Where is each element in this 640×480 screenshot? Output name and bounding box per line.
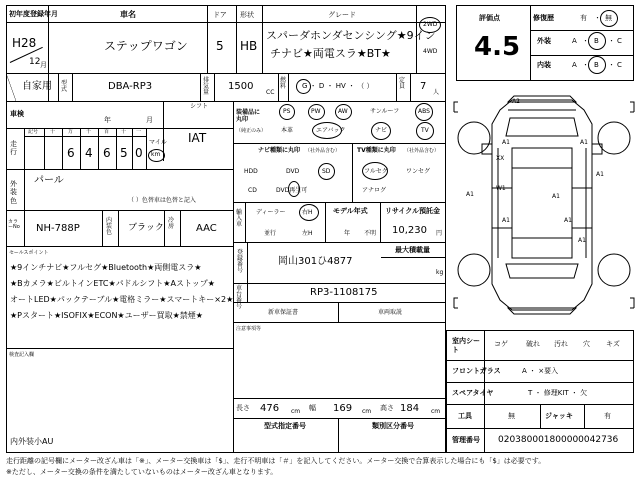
damage-mark-8: A1 [596,171,604,178]
digit-header-2: 万 [68,129,74,135]
footer-line-1: 走行距離の記号欄にメーター改ざん車は「※」、メーター交換車は「$」、走行不明車は「＃」を記入してください。メーター交換で合算表示した場合にも「$」は必要です。 [6,457,546,465]
tools-value: 無 [508,412,515,420]
equip-airbag: エアバック [316,127,346,134]
capacity-label: 定員 [399,77,406,90]
month-unit: 月 [40,61,47,69]
capacity: 7 [420,81,427,92]
glass-value: A ・ ×要入 [522,367,559,375]
doors: 5 [216,39,224,53]
navi-cd: CD [248,187,257,194]
reg-month: 12 [29,57,41,67]
damage-mark-9: A1 [502,217,510,224]
navi-sd: SD [322,168,331,175]
int-a: A [572,61,577,69]
sales-point-label: セールスポイント [9,250,49,256]
digit-2: 6 [103,146,111,160]
recycle-label: リサイクル預託金 [385,207,441,215]
tools-label: 工具 [458,412,472,420]
max-load-unit: kg [436,269,444,276]
sales-line-3: オートLED★パックテーブル★電格ミラー★スマートキー×2★ [10,295,234,304]
import-right-h: 右H [302,209,313,216]
import-dealer: ディーラー [256,209,286,216]
int-label: 内装 [537,61,551,69]
exterior-note: （ ）色替車は色替と記入 [128,197,196,204]
color-no-label: カラーNo [8,219,20,230]
tv-sub: （社外品含む） [404,148,440,154]
registration-number: 岡山301ひ4877 [278,256,353,267]
ext-c: C [617,37,622,45]
use-label: 自家用 [22,81,52,92]
model-year-label: モデル年式 [333,207,368,215]
equip-aw: AW [338,108,348,115]
damage-mark-10: A1 [564,217,572,224]
ac-label: 冷房 [168,217,175,230]
seat-hole: 穴 [583,340,590,348]
inspector-note-label: 検査記入欄 [9,352,35,358]
color-code: NH-788P [36,223,80,234]
sales-line-2: ★Bカメラ★ビルトインETC★パドルシフト★Aストップ★ [10,279,215,288]
navi-dvd-play: DVD再生可 [276,187,308,194]
equip-pw: PW [311,108,321,115]
chassis-label: 車台番号 [236,285,243,310]
repair-sep: ・ [594,14,601,22]
mile-unit: マイル [149,139,167,146]
recycle-unit: 円 [436,230,443,237]
equipment-label: 装備品に丸印 [236,109,261,124]
doors-label: ドア [213,11,227,19]
max-load-label: 最大積載量 [395,246,430,254]
damage-mark-1: A2 [512,98,520,105]
cc-unit: CC [266,89,275,96]
digit-header-5: 十 [121,129,127,135]
warranty-new: 新車保証書 [268,309,299,316]
sales-line-1: ★9インチナビ★フルセグ★Bluetooth★両側電スラ★ [10,263,202,272]
shift: IAT [188,131,207,145]
model-year-unit: 年 [344,230,351,237]
digit-1: 4 [85,146,93,160]
repair-no: 無 [605,14,612,22]
jack-value: 有 [604,412,611,420]
recycle-amount: 10,230 [392,225,427,236]
height-unit: cm [431,408,441,415]
navi-dvd: DVD [286,168,300,175]
exterior-label: 外装色 [10,180,17,205]
inspection-label: 車検 [10,110,24,118]
fuel-label: 燃料 [280,77,287,90]
damage-mark-3: A1 [580,139,588,146]
ext-label: 外装 [537,37,551,45]
digit-header-4: 百 [104,129,110,135]
registration-label: 登録番号 [237,249,244,274]
warranty-manual: 車両取説 [378,309,403,316]
spare-value: T ・ 修理KIT ・ 欠 [528,389,588,397]
ext-a: A [572,37,577,45]
interior-label: 内装色 [106,217,113,236]
height-label: 高さ [380,404,394,412]
shift-label: シフト [190,103,209,110]
type-label: 型式 [61,80,68,93]
height-value: 184 [400,403,420,414]
shape-label: 形状 [240,11,254,19]
seat-label: 室内シート [452,337,480,355]
length-label: 長さ [236,404,250,412]
digit-header-0: 記号 [28,129,39,135]
damage-mark-11: A1 [578,237,586,244]
inspection-month: 月 [146,116,153,124]
grade-label: グレード [328,11,356,19]
navi-hdd: HDD [244,168,258,175]
equip-sunroof: サンルーフ [370,108,400,115]
int-sep2: ・ [608,61,615,69]
import-left-h: 左H [302,230,313,237]
equip-ps: PS [283,108,291,115]
tv-fullseg: フルセグ [364,168,388,175]
digit-3: 5 [120,146,128,160]
int-c: C [617,61,622,69]
import-label: 輸入車 [236,209,243,228]
seat-scratch: キズ [606,340,620,348]
car-diagram [452,88,636,320]
seat-stain: 汚れ [554,340,568,348]
equip-abs: ABS [418,108,430,115]
seat-burn: コゲ [494,340,508,348]
length-unit: cm [291,408,301,415]
grade-line2: チナビ★両電スラ★BT★ [270,47,391,60]
shape: HB [240,39,258,53]
width-label: 幅 [309,404,316,412]
damage-mark-7: W1 [496,185,506,192]
equip-leather: 本革 [281,127,294,134]
digit-header-3: 千 [86,129,92,135]
ext-sep1: ・ [582,37,589,45]
equip-tv: TV [421,127,429,134]
name-label: 車名 [120,10,136,19]
navi-sub: （社外品含む） [305,148,341,154]
tv-oneseg: ワンセグ [406,168,431,175]
displacement: 1500 [228,81,254,92]
width-value: 169 [333,403,353,414]
fuel-options: G ・ D ・ HV ・ （ ） [302,82,374,90]
management-number: 020380001800000042736 [498,435,619,445]
int-b: B [594,61,599,69]
grade-line1: スパーダホンダセンシング★9イン [266,29,436,42]
class-number-label: 類別区分番号 [372,422,414,430]
damage-mark-4: A1 [466,191,474,198]
mileage-label: 走行 [10,140,17,157]
tv-label: TV種類に丸印 [357,147,396,154]
repair-label: 修復歴 [533,14,554,22]
damage-mark-5: A1 [552,193,560,200]
inspector-note-bottom: 内外装小AU [10,437,54,446]
notes-label: 注意事項等 [236,326,262,332]
digit-0: 6 [67,146,75,160]
footer-line-2: ※ただし、メーター交換の条件を満たしていないものはメーター改ざん車となります。 [6,468,278,476]
damage-mark-2: A1 [502,139,510,146]
length-value: 476 [260,403,280,414]
ext-b: B [594,37,599,45]
damage-mark-6: XX [496,155,505,162]
rating-score: 4.5 [474,32,521,62]
chassis-number: RP3-1108175 [310,287,378,298]
width-unit: cm [362,408,372,415]
drive-2wd: 2WD [423,21,438,28]
digit-4: 0 [135,146,143,160]
import-parallel: 並行 [264,230,277,237]
ac-type: AAC [196,223,217,234]
inspection-year: 年 [104,116,111,124]
equipment-sub: （純正のみ） [236,128,267,134]
jack-label: ジャッキ [545,412,573,420]
displacement-label: 排気量 [203,77,210,96]
km-unit: km [151,151,161,158]
ext-sep2: ・ [608,37,615,45]
car-name: ステップワゴン [104,39,188,53]
reg-year-label: 初年度登録年月 [9,10,58,18]
repair-yes: 有 [580,14,587,22]
digit-header-1: 十 [50,129,56,135]
tv-analog: アナログ [362,187,387,194]
interior-color: ブラック [128,223,164,233]
sales-line-4: ★Pスタート★ISOFIX★ECON★ユーザー買取★禁煙★ [10,311,203,320]
spare-label: スペアタイヤ [452,389,494,397]
glass-label: フロントガラス [452,367,501,375]
reg-year: H28 [12,36,37,50]
navi-label: ナビ種類に丸印 [258,147,301,154]
management-label: 管理番号 [452,436,480,444]
digit-header-6: 一 [136,129,142,135]
int-sep1: ・ [582,61,589,69]
model-code: DBA-RP3 [108,81,153,92]
capacity-unit: 人 [433,89,440,96]
model-year-unknown: 不明 [364,230,377,237]
drive-4wd: 4WD [423,48,438,55]
seat-tear: 破れ [526,340,540,348]
exterior-color: パール [34,175,64,186]
rating-label: 評価点 [479,14,500,22]
equip-navi: ナビ [375,127,388,134]
type-designation-label: 型式指定番号 [264,422,306,430]
